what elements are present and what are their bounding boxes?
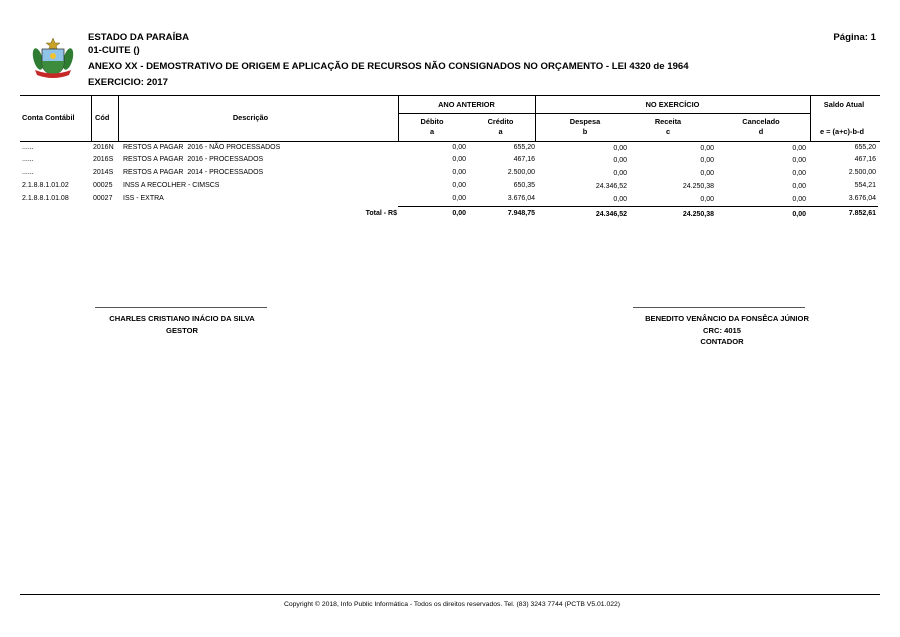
col-header-debit-ref: a [429,126,435,136]
cell-description: RESTOS A PAGAR 2016 - NÃO PROCESSADOS [123,143,281,151]
col-group-prior-year: ANO ANTERIOR [438,99,495,109]
cell-revenue: 24.250,38 [682,182,714,190]
state-name: ESTADO DA PARAÍBA [88,32,190,43]
signature-name-manager: CHARLES CRISTIANO INÁCIO DA SILVA [109,314,255,323]
cell-code: 2016N [93,143,114,151]
table-row [0,181,900,190]
report-title: ANEXO XX - DEMOSTRATIVO DE ORIGEM E APLICAÇÃO DE RECURSOS NÃO CONSIGNADOS NO ORÇAMENTO - LEI 4320 de 1964 [88,61,689,72]
table-top-rule [20,95,880,96]
footer-rule [20,594,880,595]
cell-description: RESTOS A PAGAR 2014 - PROCESSADOS [123,168,264,176]
cell-expense: 0,00 [613,169,627,177]
cell-credit: 467,16 [513,155,535,163]
entity-name: 01-CUITE () [88,44,140,56]
col-header-revenue: Receita [654,116,682,126]
table-row [0,155,900,164]
cell-debit: 0,00 [452,143,466,151]
signature-role-manager: GESTOR [166,326,198,335]
signature-name-accountant: BENEDITO VENÂNCIO DA FONSÊCA JÚNIOR [645,314,809,323]
total-row [0,209,900,218]
cell-balance: 554,21 [854,181,876,189]
cell-cancelled: 0,00 [792,195,806,203]
signature-registry-accountant: CRC: 4015 [703,326,741,335]
exercise-year: EXERCICIO: 2017 [88,77,168,88]
col-header-credit: Crédito [487,116,514,126]
cell-revenue: 0,00 [700,195,714,203]
cell-balance: 467,16 [854,155,876,163]
col-header-expense: Despesa [569,116,601,126]
emblem-sun [50,53,56,59]
cell-expense: 0,00 [613,156,627,164]
col-header-account: Conta Contábil [22,112,75,122]
cell-code: 00027 [93,194,113,202]
col-header-cancelled: Cancelado [742,116,780,126]
total-cancelled: 0,00 [792,210,806,218]
total-revenue: 24.250,38 [682,210,714,218]
col-header-code: Cód [95,112,110,122]
cell-account: ...... [22,168,34,176]
signature-line-accountant [633,307,805,308]
total-label: Total - R$ [365,209,397,217]
table-row [0,143,900,152]
cell-account: 2.1.8.8.1.01.08 [22,194,69,202]
col-header-revenue-ref: c [665,126,671,136]
total-expense: 24.346,52 [595,210,627,218]
cell-balance: 3.676,04 [848,194,876,202]
cell-code: 2016S [93,155,114,163]
cell-revenue: 0,00 [700,169,714,177]
cell-debit: 0,00 [452,155,466,163]
footer-copyright: Copyright © 2018, Info Public Informática - Todos os direitos reservados. Tel. (83) 3243 7744 (PCTB V5.01.022) [283,600,621,608]
col-header-description: Descrição [232,112,269,122]
signature-role-accountant: CONTADOR [700,337,744,346]
cell-debit: 0,00 [452,168,466,176]
cell-code: 00025 [93,181,113,189]
total-debit: 0,00 [452,209,466,217]
col-header-balance: Saldo Atual [823,99,865,109]
col-header-cancelled-ref: d [758,126,764,136]
cell-debit: 0,00 [452,194,466,202]
col-header-debit: Débito [420,116,444,126]
signature-line-manager [95,307,267,308]
coat-of-arms-icon [30,37,76,81]
column-group-rule [398,113,810,114]
cell-revenue: 0,00 [700,144,714,152]
cell-credit: 650,35 [513,181,535,189]
col-header-expense-ref: b [582,126,588,136]
col-header-balance-formula: e = (a+c)-b-d [820,126,864,136]
cell-cancelled: 0,00 [792,144,806,152]
cell-code: 2014S [93,168,114,176]
table-row [0,194,900,203]
column-divider-account [91,95,92,141]
cell-account: 2.1.8.8.1.01.02 [22,181,69,189]
cell-account: ...... [22,155,34,163]
cell-balance: 2.500,00 [848,168,876,176]
cell-cancelled: 0,00 [792,169,806,177]
cell-description: ISS - EXTRA [123,194,164,202]
cell-cancelled: 0,00 [792,182,806,190]
cell-credit: 655,20 [513,143,535,151]
cell-credit: 2.500,00 [507,168,535,176]
cell-expense: 0,00 [613,144,627,152]
table-row [0,168,900,177]
total-credit: 7.948,75 [507,209,535,217]
cell-expense: 0,00 [613,195,627,203]
cell-revenue: 0,00 [700,156,714,164]
cell-description: RESTOS A PAGAR 2016 - PROCESSADOS [123,155,264,163]
col-header-credit-ref: a [498,126,503,136]
cell-cancelled: 0,00 [792,156,806,164]
cell-balance: 655,20 [854,143,876,151]
cell-debit: 0,00 [452,181,466,189]
cell-credit: 3.676,04 [507,194,535,202]
page-number: Página: 1 [833,32,876,43]
col-group-current-year: NO EXERCÍCIO [645,99,700,109]
cell-description: INSS A RECOLHER - CIMSCS [123,181,220,189]
total-rule [398,206,878,207]
cell-account: ...... [22,143,34,151]
cell-expense: 24.346,52 [595,182,627,190]
total-balance: 7.852,61 [848,209,876,217]
